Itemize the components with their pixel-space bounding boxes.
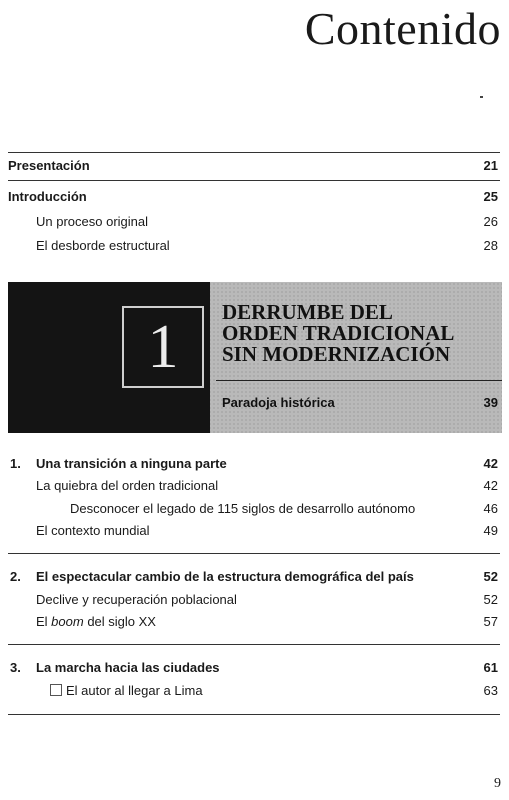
toc-entry-presentacion[interactable]: [8, 155, 500, 177]
section-title: El espectacular cambio de la estructura demográfica del país: [36, 569, 414, 584]
toc-entry[interactable]: [8, 680, 500, 702]
toc-entry-page: 46: [483, 501, 498, 516]
section-heading[interactable]: [8, 453, 500, 475]
label-emphasis: boom: [51, 614, 84, 629]
toc-entry-page: 25: [483, 189, 498, 204]
toc-entry[interactable]: [8, 235, 500, 257]
toc-entry-introduccion[interactable]: [8, 186, 500, 208]
toc-entry-label: Presentación: [8, 158, 90, 173]
toc-entry[interactable]: [8, 211, 500, 233]
chapter-subtitle: Paradoja histórica: [222, 395, 335, 410]
toc-entry-page: 57: [483, 614, 498, 629]
toc-entry-page: 52: [483, 592, 498, 607]
divider: [8, 553, 500, 554]
divider: [8, 644, 500, 645]
section-page: 52: [483, 569, 498, 584]
toc-entry-label: Introducción: [8, 189, 87, 204]
label-text: El autor al llegar a Lima: [66, 683, 203, 698]
section-number: 2.: [10, 569, 21, 584]
toc-entry-page: 21: [483, 158, 498, 173]
toc-entry-label: Declive y recuperación poblacional: [36, 592, 237, 607]
toc-entry-page: 42: [483, 478, 498, 493]
toc-entry-page: 49: [483, 523, 498, 538]
toc-entry-label: Un proceso original: [36, 214, 149, 229]
chapter-title-line: DERRUMBE DEL: [222, 300, 393, 324]
chapter-title-line: ORDEN TRADICIONAL: [222, 321, 455, 345]
toc-entry[interactable]: [8, 589, 500, 611]
page-title: Contenido: [304, 3, 501, 54]
toc-entry-label: El desborde estructural: [36, 238, 170, 253]
chapter-title-line: SIN MODERNIZACIÓN: [222, 342, 451, 366]
section-page: 61: [483, 660, 498, 675]
toc-entry-label: [36, 611, 156, 633]
page-number: 9: [494, 776, 501, 791]
section-heading[interactable]: [8, 657, 500, 679]
chapter-number: 1: [122, 306, 204, 388]
section-title: Una transición a ninguna parte: [36, 456, 227, 471]
toc-entry-label: [50, 680, 203, 702]
chapter-page: 39: [483, 395, 498, 410]
toc-entry[interactable]: [8, 520, 500, 542]
divider: [8, 152, 500, 153]
toc-entry[interactable]: [8, 611, 500, 633]
toc-entry-label: Desconocer el legado de 115 siglos de desarrollo autónomo: [70, 501, 416, 516]
toc-entry-page: 26: [483, 214, 498, 229]
toc-entry-page: 63: [483, 683, 498, 698]
section-number: 3.: [10, 660, 21, 675]
label-text: del siglo XX: [83, 614, 156, 629]
toc-entry-page: 28: [483, 238, 498, 253]
chapter-title: [222, 302, 492, 365]
chapter-banner[interactable]: [8, 282, 502, 433]
divider: [8, 714, 500, 715]
stray-mark: [480, 96, 483, 98]
toc-entry[interactable]: [8, 498, 500, 520]
checkbox-icon: [50, 684, 62, 696]
label-text: El: [36, 614, 52, 629]
section-number: 1.: [10, 456, 21, 471]
toc-entry-label: La quiebra del orden tradicional: [36, 478, 219, 493]
chapter-divider: [216, 380, 502, 381]
section-heading[interactable]: [8, 566, 500, 588]
toc-entry[interactable]: [8, 475, 500, 497]
toc-entry-label: El contexto mundial: [36, 523, 150, 538]
section-title: La marcha hacia las ciudades: [36, 660, 220, 675]
section-page: 42: [483, 456, 498, 471]
divider: [8, 180, 500, 181]
